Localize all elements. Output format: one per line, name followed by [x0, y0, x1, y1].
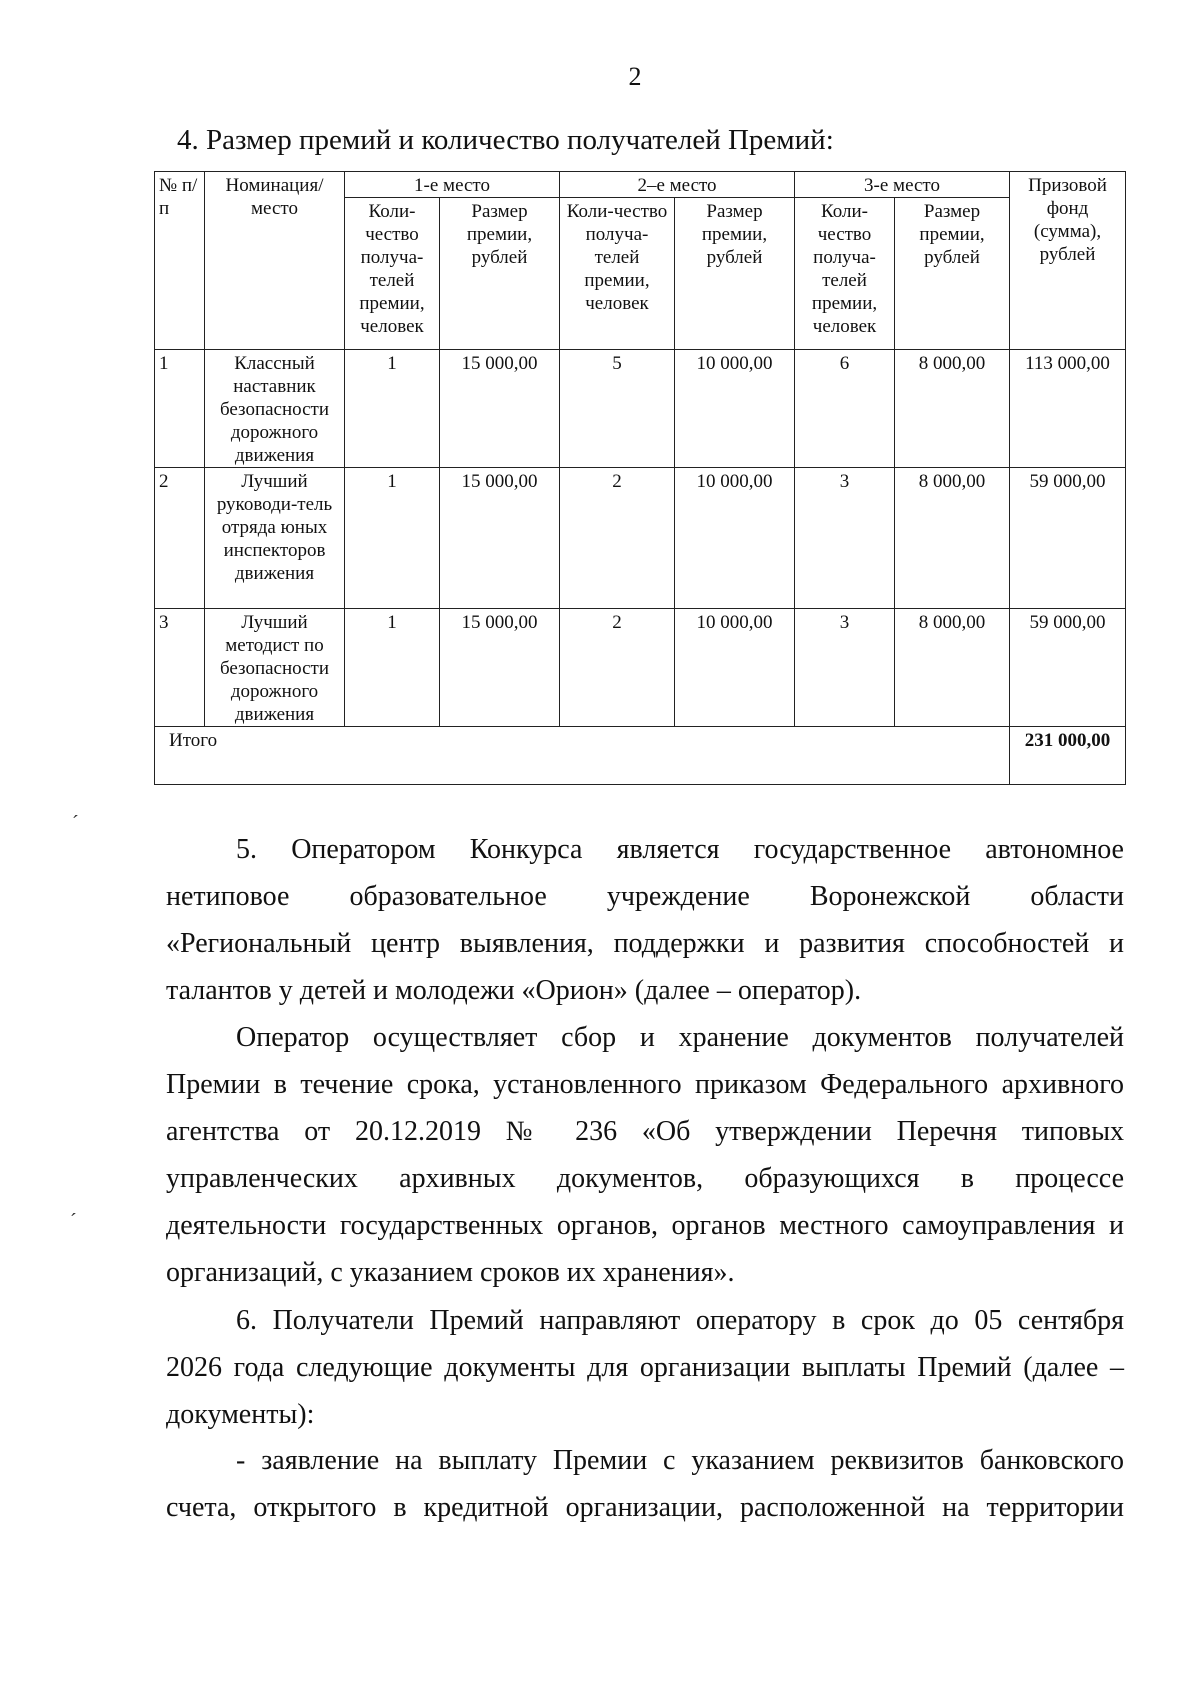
page-number: 2	[628, 62, 642, 91]
row-prize-fund: 59 000,00	[1010, 468, 1126, 609]
text-line: 6. Получатели Премий направляют оператору в срок до 05 сентября	[236, 1305, 1124, 1336]
header-count: Коли-чество получа-телей премии, человек	[345, 198, 440, 350]
header-place-3: 3-е место	[795, 172, 1010, 198]
row-size-3: 8 000,00	[895, 609, 1010, 727]
row-count-2: 2	[560, 609, 675, 727]
header-size: Размер премии, рублей	[675, 198, 795, 350]
header-count: Коли-чество получа-телей премии, человек	[560, 198, 675, 350]
row-size-1: 15 000,00	[440, 350, 560, 468]
paragraph-6-list-item	[166, 1437, 1124, 1531]
header-size: Размер премии, рублей	[440, 198, 560, 350]
text-line: деятельности государственных органов, органов местного самоуправления и	[166, 1210, 1124, 1241]
header-prize-fund: Призовой фонд (сумма), рублей	[1010, 172, 1126, 350]
row-nomination: Лучший руководи-тель отряда юных инспекторов движения	[205, 468, 345, 609]
text-line: 5. Оператором Конкурса является государственное автономное	[236, 834, 1124, 865]
row-count-3: 3	[795, 609, 895, 727]
row-size-2: 10 000,00	[675, 350, 795, 468]
row-size-1: 15 000,00	[440, 468, 560, 609]
text-line: - заявление на выплату Премии с указанием реквизитов банковского	[236, 1445, 1124, 1476]
header-place-1: 1-е место	[345, 172, 560, 198]
margin-mark: ´	[72, 812, 79, 834]
row-number: 3	[155, 609, 205, 727]
row-count-2: 5	[560, 350, 675, 468]
text-line: Премии в течение срока, установленного приказом Федерального архивного	[166, 1069, 1124, 1100]
table-row	[155, 468, 1126, 609]
table-row	[155, 350, 1126, 468]
text-line: документы):	[166, 1399, 315, 1430]
header-number: № п/п	[155, 172, 205, 350]
text-line: организаций, с указанием сроков их хранения».	[166, 1257, 735, 1288]
row-size-2: 10 000,00	[675, 468, 795, 609]
text-line: счета, открытого в кредитной организации, расположенной на территории	[166, 1492, 1124, 1523]
paragraph-5-operator	[166, 1014, 1124, 1296]
header-size: Размер премии, рублей	[895, 198, 1010, 350]
text-line: управленческих архивных документов, образующихся в процессе	[166, 1163, 1124, 1194]
row-count-3: 6	[795, 350, 895, 468]
row-nomination: Лучший методист по безопасности дорожного движения	[205, 609, 345, 727]
text-line: агентства от 20.12.2019 № 236 «Об утверждении Перечня типовых	[166, 1116, 1124, 1147]
table-row	[155, 609, 1126, 727]
row-prize-fund: 59 000,00	[1010, 609, 1126, 727]
paragraph-5	[166, 826, 1124, 1014]
header-nomination: Номинация/ место	[205, 172, 345, 350]
awards-table	[154, 171, 1126, 785]
row-count-1: 1	[345, 350, 440, 468]
row-size-3: 8 000,00	[895, 350, 1010, 468]
row-count-1: 1	[345, 468, 440, 609]
row-size-3: 8 000,00	[895, 468, 1010, 609]
text-line: талантов у детей и молодежи «Орион» (далее – оператор).	[166, 975, 862, 1006]
header-count: Коли-чество получа-телей премии, человек	[795, 198, 895, 350]
row-number: 1	[155, 350, 205, 468]
margin-mark: ´	[70, 1210, 77, 1232]
text-line: 2026 года следующие документы для организации выплаты Премий (далее –	[166, 1352, 1124, 1383]
total-value: 231 000,00	[1010, 727, 1126, 785]
row-count-3: 3	[795, 468, 895, 609]
row-count-2: 2	[560, 468, 675, 609]
header-place-2: 2–е место	[560, 172, 795, 198]
table-header-row	[155, 172, 1126, 198]
text-line: нетиповое образовательное учреждение Воронежской области	[166, 881, 1124, 912]
row-count-1: 1	[345, 609, 440, 727]
row-nomination: Классный наставник безопасности дорожного движения	[205, 350, 345, 468]
text-line: «Региональный центр выявления, поддержки и развития способностей и	[166, 928, 1124, 959]
table-total-row	[155, 727, 1126, 785]
row-number: 2	[155, 468, 205, 609]
row-prize-fund: 113 000,00	[1010, 350, 1126, 468]
text-line: Оператор осуществляет сбор и хранение документов получателей	[236, 1022, 1124, 1053]
row-size-2: 10 000,00	[675, 609, 795, 727]
paragraph-6	[166, 1297, 1124, 1438]
total-label: Итого	[155, 727, 1010, 785]
section-4-title: 4. Размер премий и количество получателей Премий:	[177, 124, 834, 156]
row-size-1: 15 000,00	[440, 609, 560, 727]
